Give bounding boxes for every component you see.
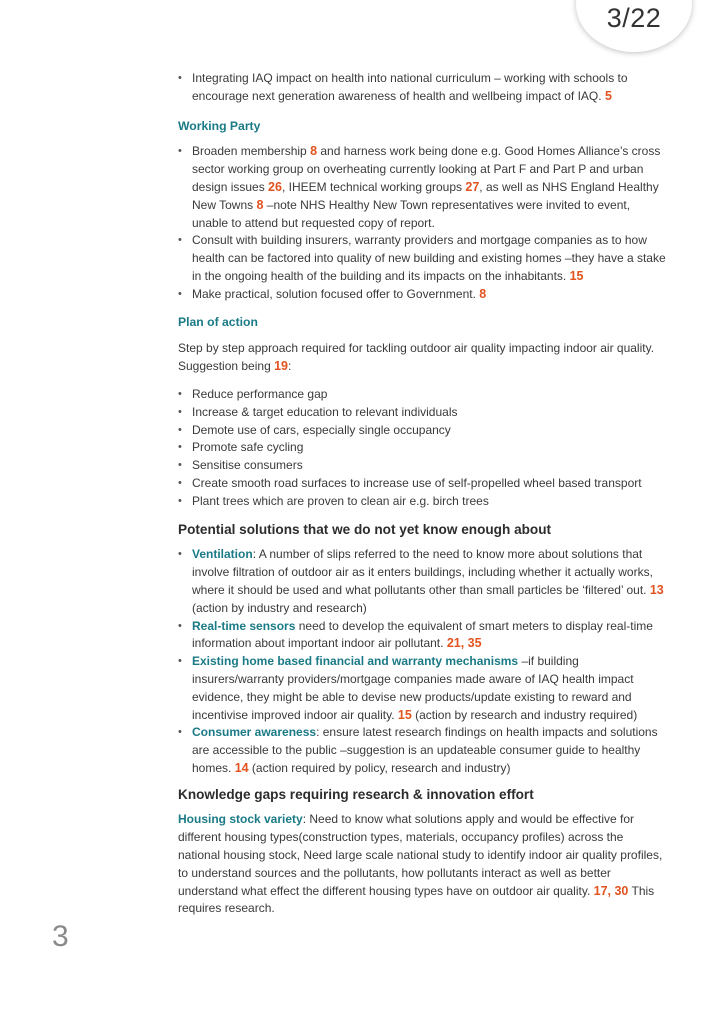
solution-label: Real-time sensors [192,618,296,633]
section-heading-knowledge-gaps: Knowledge gaps requiring research & innovation effort [178,786,534,802]
list-item: • Create smooth road surfaces to increase use of self-propelled wheel based transport [178,475,668,493]
list-item: • Make practical, solution focused offer to Government. 8 [178,286,668,304]
reference-number: 13 [649,582,664,597]
list-item: • Existing home based financial and warranty mechanisms –if building insurers/warranty providers/mortgage companies made aware of IAQ health impact evidence, they might be able to devise new products/update existing to reward and incentivise improved indoor air quality. 15 (action by research and industry required) [178,653,668,724]
list-item: • Plant trees which are proven to clean air e.g. birch trees [178,493,668,511]
reference-number: 8 [479,286,487,301]
section-heading-working-party: Working Party [178,118,261,133]
page-number: 3 [52,920,69,953]
list-item: • Integrating IAQ impact on health into national curriculum – working with schools to encourage next generation awareness of health and wellbeing impact of IAQ. 5 [178,70,668,106]
section-heading-plan-of-action: Plan of action [178,314,258,329]
list-item: • Sensitise consumers [178,457,668,475]
solution-label: Consumer awareness [192,725,317,740]
knowledge-gaps-paragraph: Housing stock variety: Need to know what solutions apply and would be effective for different housing types(construction types, materials, occupancy profiles) across the national housing stock, Need large scale national study to identify indoor air quality profiles, to understand sources and the pollutants, how pollutants interact as well as better understand what effect the different housing types have on outdoor air quality. 17, 30 This requires research. [178,812,663,916]
reference-number: 5 [604,88,612,103]
reference-number: 8 [256,197,264,212]
list-item: • Reduce performance gap [178,386,668,404]
reference-number: 21, 35 [446,636,482,651]
list-item: • Real-time sensors need to develop the equivalent of smart meters to display real-time information about important indoor air pollutant. 21, 35 [178,618,668,654]
plan-intro-paragraph: Step by step approach required for tackling outdoor air quality impacting indoor air quality. Suggestion being 19: [178,341,655,374]
list-item: • Increase & target education to relevant individuals [178,404,668,422]
reference-number: 15 [569,268,584,283]
page-count-badge [576,0,692,52]
reference-number: 17, 30 [593,883,629,898]
gap-label: Housing stock variety [178,812,303,827]
reference-number: 27 [465,179,480,194]
intro-list [178,70,668,106]
reference-number: 19 [274,359,288,374]
list-item: • Broaden membership 8 and harness work being done e.g. Good Homes Alliance’s cross sector working group on overheating currently looking at Part F and Part P and urban design issues 26, IHEEM technical working groups 27, as well as NHS England Healthy New Towns 8 –note NHS Healthy New Town representatives were invited to event, unable to attend but requested copy of report. [178,143,668,232]
reference-number: 15 [397,707,412,722]
potential-solutions-list [178,546,668,777]
solution-label: Ventilation [192,547,253,562]
plan-of-action-list [178,386,668,511]
list-item: • Ventilation: A number of slips referred to the need to know more about solutions that involve filtration of outdoor air as it enters buildings, including whether it actually works, where it should be used and what pollutants other than small particles be ‘filtered’ out. 13 (action by industry and research) [178,546,668,617]
page-count-text: 3/22 [606,3,662,33]
reference-number: 8 [310,144,318,159]
document-content [178,70,668,918]
list-item: • Consumer awareness: ensure latest research findings on health impacts and solutions are accessible to the public –suggestion is an updateable consumer guide to healthy homes. 14 (action required by policy, research and industry) [178,724,668,777]
list-item: • Demote use of cars, especially single occupancy [178,422,668,440]
reference-number: 26 [268,179,282,194]
list-item: • Promote safe cycling [178,439,668,457]
working-party-list [178,143,668,303]
section-heading-potential-solutions: Potential solutions that we do not yet know enough about [178,521,552,537]
reference-number: 14 [234,760,249,775]
solution-label: Existing home based financial and warranty mechanisms [192,654,519,669]
list-item: • Consult with building insurers, warranty providers and mortgage companies as to how health can be factored into quality of new building and existing homes –they have a stake in the ongoing health of the building and its impacts on the inhabitants. 15 [178,232,668,285]
